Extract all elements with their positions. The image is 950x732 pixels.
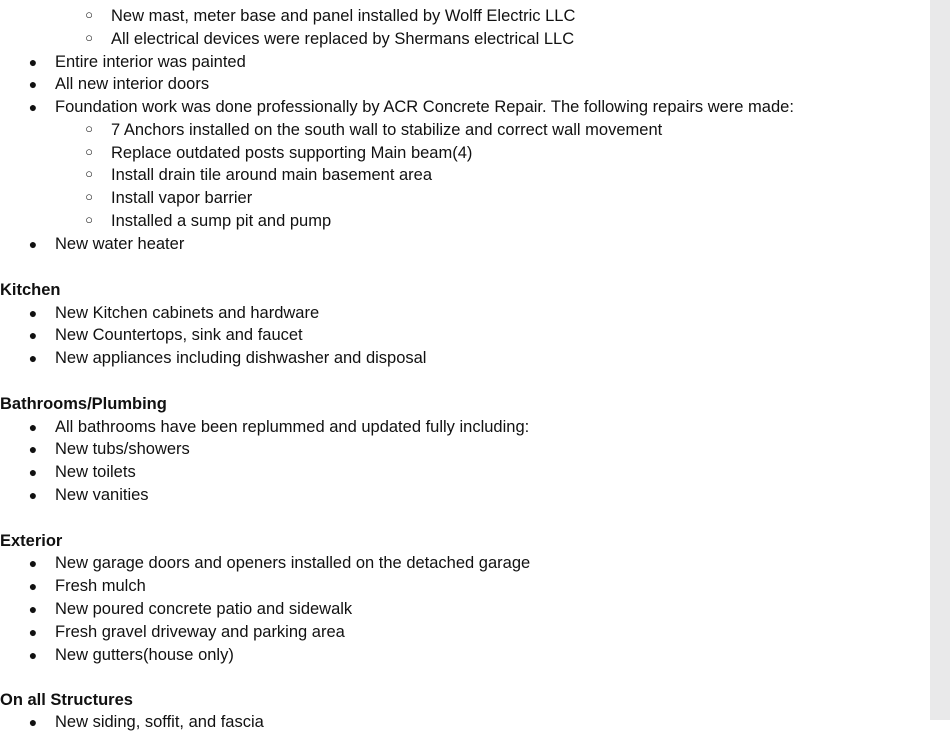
bullet-icon: ● [28,441,38,457]
bullet-icon: ● [28,419,38,435]
hollow-bullet-icon: ○ [85,121,93,136]
hollow-bullet-icon: ○ [85,189,93,204]
scrollbar[interactable] [930,0,950,720]
bullet-icon: ● [28,714,38,730]
hollow-bullet-icon: ○ [85,30,93,45]
bullet-icon: ● [28,601,38,617]
hollow-bullet-icon: ○ [85,144,93,159]
bullet-icon: ● [28,647,38,663]
section-heading-kitchen: Kitchen [0,281,61,299]
bullet-icon: ● [28,624,38,640]
bullet-icon: ● [28,76,38,92]
bullet-icon: ● [28,555,38,571]
bullet-icon: ● [28,99,38,115]
bullet-icon: ● [28,305,38,321]
section-heading-exterior: Exterior [0,532,63,550]
hollow-bullet-icon: ○ [85,212,93,227]
bullet-icon: ● [28,487,38,503]
bullet-icon: ● [28,236,38,252]
bullet-icon: ● [28,54,38,70]
document-page: ○ New mast, meter base and panel installed by Wolff Electric LLC ○ All electrical devices were replaced by Shermans electrical LLC ● Entire interior was painted ● All new interior doors ● Foundation work was done professionally by ACR Concrete Repair. The following repairs were made: ○ 7 Anchors installed on the south wall to stabilize and correct wall movement ○ Replace outdated posts supporting Main beam(4) ○ Install drain tile around main basement area ○ Install vapor barrier ○ Installed a sump pit and pump ● New water heater Kitchen ● New Kitchen cabinets and hardware ● New Countertops, sink and faucet ● New appliances including dishwasher and disposal Bathrooms/Plumbing ● All bathrooms have been replummed and updated fully including: ● New tubs/showers ● New toilets ● New vanities Exterior ● New garage doors and openers installed on the detached garage ● Fresh mulch ● New poured concrete patio and sidewalk ● Fresh gravel driveway and parking area ● New gutters(house only) On all Structures ● New siding, soffit, and fascia [0,7,794,731]
section-heading-bathrooms: Bathrooms/Plumbing [0,395,167,413]
bullet-icon: ● [28,327,38,343]
hollow-bullet-icon: ○ [85,166,93,181]
bullet-icon: ● [28,350,38,366]
bullet-icon: ● [28,578,38,594]
hollow-bullet-icon: ○ [85,7,93,22]
section-heading-structures: On all Structures [0,691,133,709]
bullet-icon: ● [28,464,38,480]
